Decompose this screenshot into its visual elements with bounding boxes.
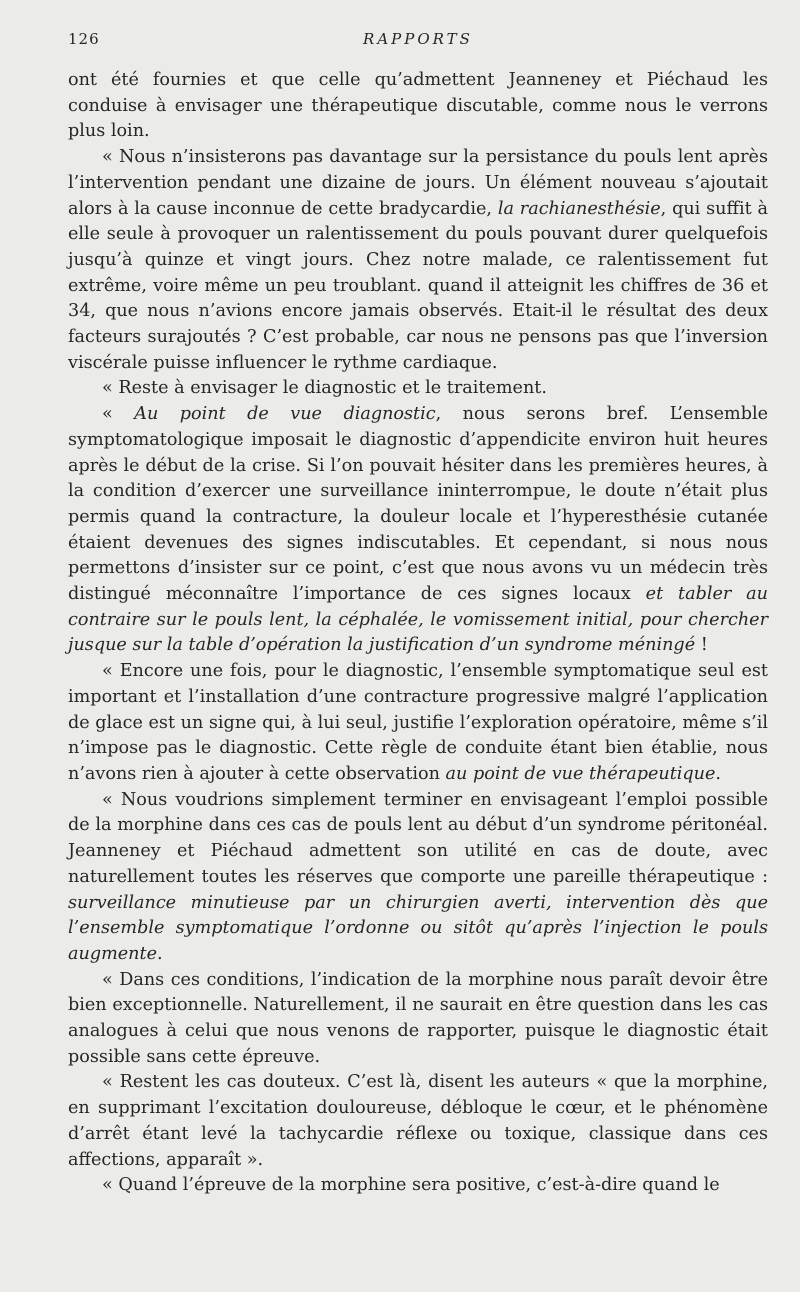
paragraph: [68, 68, 768, 145]
text-run: « Reste à envisager le diagnostic et le traitement.: [102, 378, 547, 399]
text-run: « Restent les cas douteux. C’est là, disent les auteurs « que la morphine, en supprimant l’excitation douloureuse, débloque le cœur, et le phénomène d’arrêt étant levé la tachycardie réflexe ou toxique, classique dans ces affections, apparaît ».: [68, 1072, 768, 1170]
text-run: « Nous voudrions simplement terminer en envisageant l’emploi possible de la morphine dans ces cas de pouls lent au début d’un syndrome péritonéal. Jeanneney et Piéchaud admettent son utilité en cas de doute, avec naturellement toutes les réserves que comporte une pareille thérapeutique :: [68, 789, 768, 887]
italic-text: la rachianesthésie: [497, 198, 661, 219]
text-run: « Dans ces conditions, l’indication de la morphine nous paraît devoir être bien exceptionnelle. Naturellement, il ne saurait en être question dans les cas analogues à celui que nous venons de rapporter, puisque le diagnostic était possible sans cette épreuve.: [68, 969, 768, 1067]
body-text: [68, 68, 768, 1199]
text-run: .: [157, 943, 163, 964]
italic-text: surveillance minutieuse par un chirurgien averti, intervention dès que l’ensemble symptomatique l’ordonne ou sitôt qu’après l’injection le pouls augmente: [68, 892, 768, 964]
text-run: ont été fournies et que celle qu’admettent Jeanneney et Piéchaud les conduise à envisager une thérapeutique discutable, comme nous le verrons plus loin.: [68, 70, 768, 142]
paragraph: [68, 145, 768, 376]
paragraph: [68, 1070, 768, 1173]
italic-text: Au point de vue diagnostic: [134, 404, 436, 425]
paragraph: [68, 1173, 768, 1199]
running-title: RAPPORTS: [363, 30, 473, 48]
text-run: , qui suffit à elle seule à provoquer un ralentissement du pouls pouvant durer quelquefois jusqu’à quinze et vingt jours. Chez notre malade, ce ralentissement fut extrême, voire même un peu troublant. quand il atteignit les chiffres de 36 et 34, que nous n’avions encore jamais observés. Etait-il le résultat des deux facteurs surajoutés ? C’est probable, car nous ne pensons pas que l’inversion viscérale puisse influencer le rythme cardiaque.: [68, 198, 769, 373]
text-run: « Encore une fois, pour le diagnostic, l’ensemble symptomatique seul est important et l’installation d’une contracture progressive malgré l’application de glace est un signe qui, à lui seul, justifie l’exploration opératoire, même s’il n’impose pas le diagnostic. Cette règle de conduite étant bien établie, nous n’avons rien à ajouter à cette observation: [68, 661, 768, 784]
page-header: [68, 30, 768, 54]
paragraph: [68, 788, 768, 968]
text-run: .: [715, 763, 721, 784]
text-run: !: [695, 635, 708, 656]
paragraph: [68, 402, 768, 659]
text-run: « Nous n’insisterons pas davantage sur la persistance du pouls lent après l’intervention pendant une dizaine de jours. Un élément nouveau s’ajoutait alors à la cause inconnue de cette bradycardie,: [68, 147, 768, 219]
text-run: , nous serons bref. L’ensemble symptomatologique imposait le diagnostic d’appendicite environ huit heures après le début de la crise. Si l’on pouvait hésiter dans les premières heures, à la condition d’exercer une surveillance ininterrompue, le doute n’était plus permis quand la contracture, la douleur locale et l’hyperesthésie cutanée étaient devenues des signes indiscutables. Et cependant, si nous nous permettons d’insister sur ce point, c’est que nous avons vu un médecin très distingué méconnaître l’importance de ces signes locaux: [68, 404, 769, 605]
italic-text: au point de vue thérapeutique: [445, 763, 716, 784]
paragraph: [68, 659, 768, 788]
text-run: « Quand l’épreuve de la morphine sera positive, c’est-à-dire quand le: [102, 1175, 720, 1196]
italic-text: et tabler au contraire sur le pouls lent, la céphalée, le vomissement initial, pour chercher jusque sur la table d’opération la justification d’un syndrome méningé: [68, 584, 768, 656]
paragraph: [68, 376, 768, 402]
page-number: 126: [68, 30, 100, 48]
text-run: «: [102, 404, 135, 425]
paragraph: [68, 968, 768, 1071]
